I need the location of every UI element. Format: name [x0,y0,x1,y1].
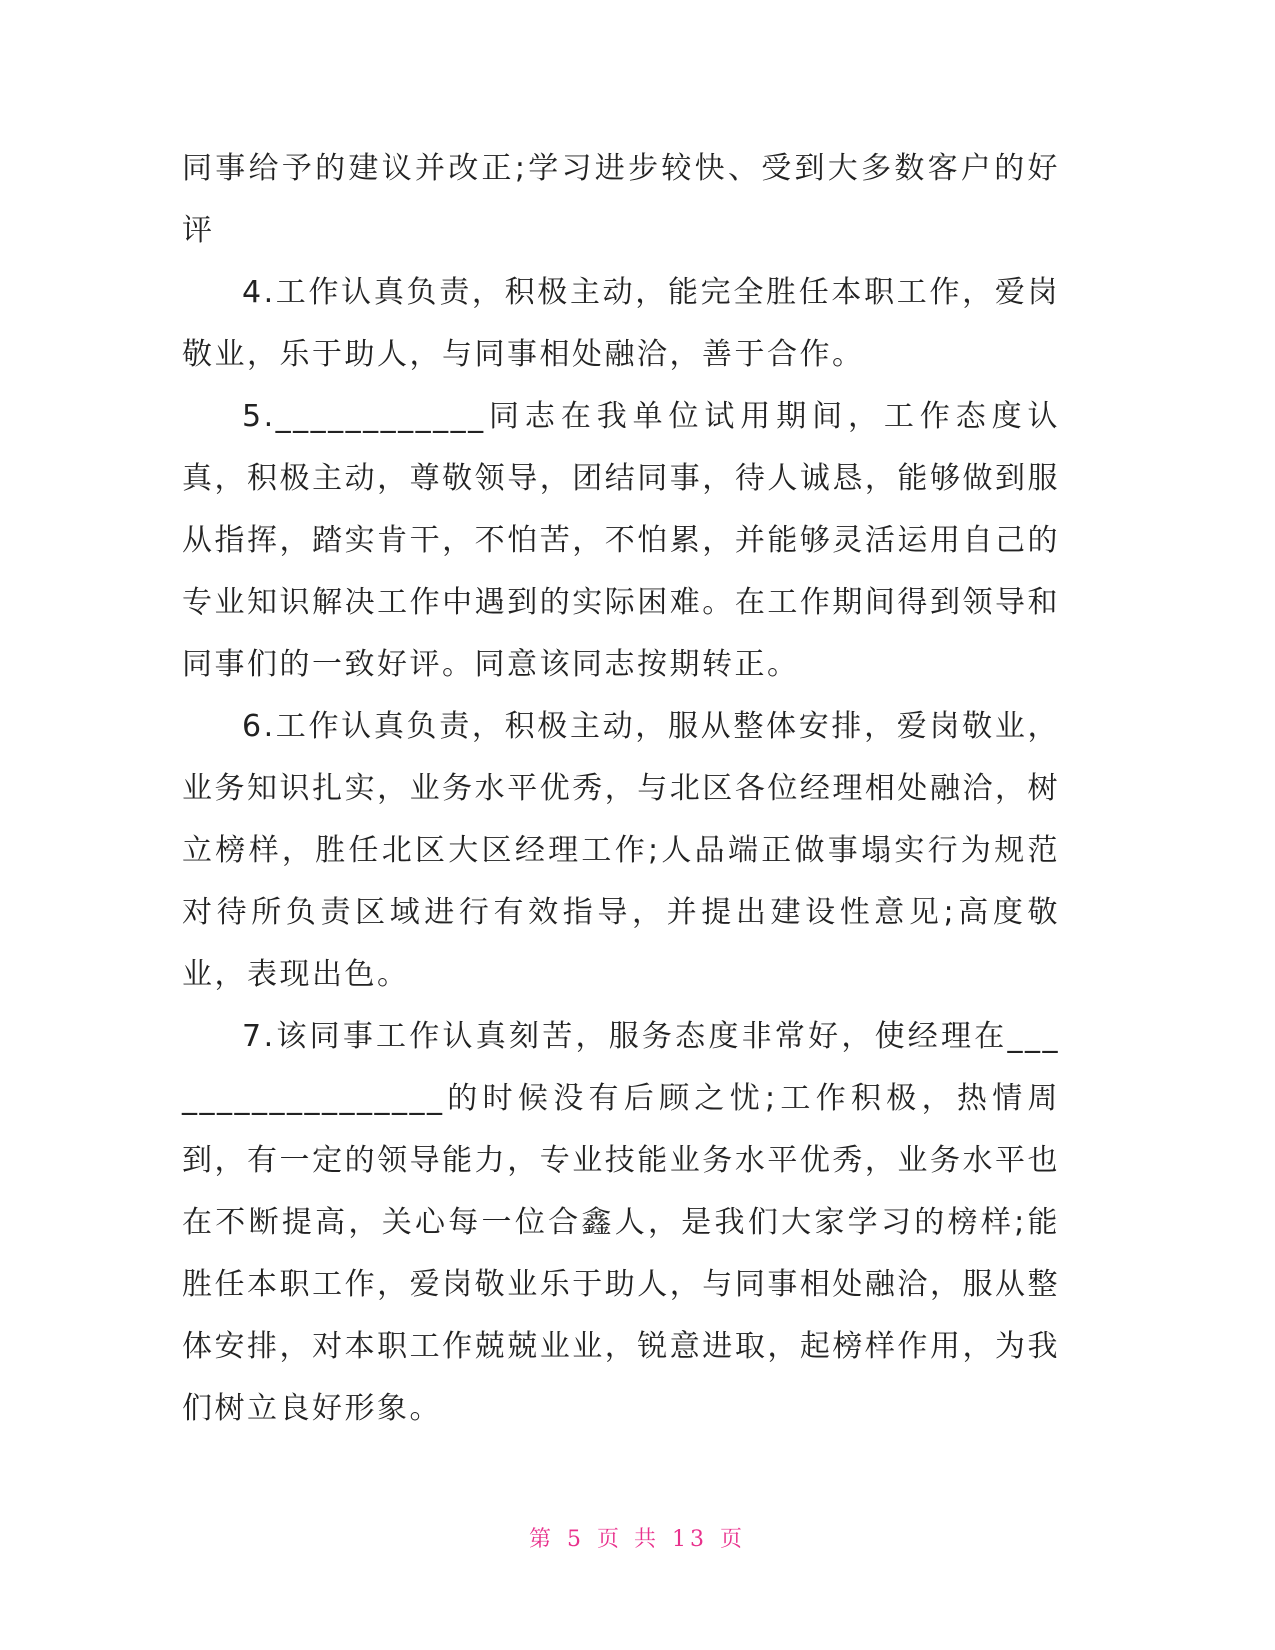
paragraph-5: 5.____________同志在我单位试用期间，工作态度认真，积极主动，尊敬领导，团结同事，待人诚恳，能够做到服从指挥，踏实肯干，不怕苦，不怕累，并能够灵活运用自己的专业知识解决工作中遇到的实际困难。在工作期间得到领导和同事们的一致好评。同意该同志按期转正。 [182,399,1060,682]
page-footer [0,1522,1275,1553]
footer-current-page: 5 [567,1527,585,1552]
document-body [182,138,1060,1440]
paragraph-6: 6.工作认真负责，积极主动，服从整体安排，爱岗敬业，业务知识扎实，业务水平优秀，与北区各位经理相处融洽，树立榜样，胜任北区大区经理工作;人品端正做事塌实行为规范对待所负责区域进行有效指导，并提出建设性意见;高度敬业，表现出色。 [182,709,1060,992]
footer-prefix: 第 [528,1527,555,1552]
paragraph-4: 4.工作认真负责，积极主动，能完全胜任本职工作，爱岗敬业，乐于助人，与同事相处融洽，善于合作。 [182,275,1060,372]
footer-suffix: 页 [720,1527,747,1552]
footer-total-pages: 13 [672,1527,708,1552]
paragraph-7: 7.该同事工作认真刻苦，服务态度非常好，使经理在__________________的时候没有后顾之忧;工作积极，热情周到，有一定的领导能力，专业技能业务水平优秀，业务水平也在不断提高，关心每一位合鑫人，是我们大家学习的榜样;能胜任本职工作，爱岗敬业乐于助人，与同事相处融洽，服从整体安排，对本职工作兢兢业业，锐意进取，起榜样作用，为我们树立良好形象。 [182,1019,1060,1426]
paragraph-3-continuation: 同事给予的建议并改正;学习进步较快、受到大多数客户的好评 [182,151,1060,248]
footer-mid: 页 共 [597,1527,660,1552]
